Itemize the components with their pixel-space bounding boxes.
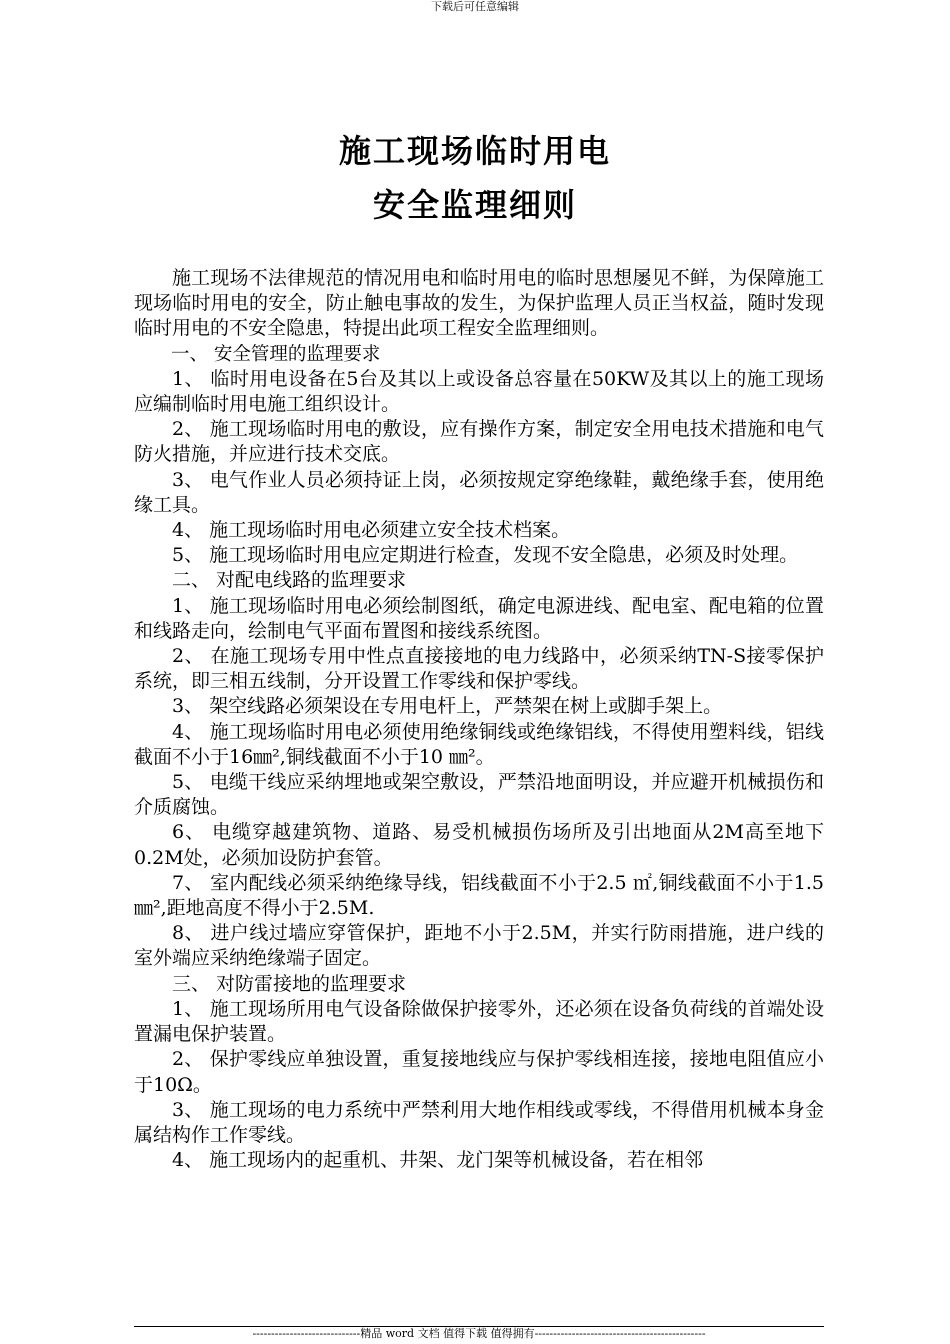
section-heading-2: 二、 对配电线路的监理要求	[172, 569, 407, 592]
intro-paragraph: 施工现场不法律规范的情况用电和临时用电的临时思想屡见不鲜，为保障施工现场临时用电的安全，防止触电事故的发生，为保护监理人员正当权益，随时发现临时用电的不安全隐患，特提出此项工程安全监理细则。	[134, 267, 824, 340]
list-item: 4、 施工现场临时用电必须建立安全技术档案。	[172, 519, 571, 542]
list-item: 5、 电缆干线应采纳埋地或架空敷设，严禁沿地面明设，并应避开机械损伤和介质腐蚀。	[134, 771, 824, 819]
list-item: 2、 施工现场临时用电的敷设，应有操作方案，制定安全用电技术措施和电气防火措施，并应进行技术交底。	[134, 418, 824, 466]
list-item: 1、 施工现场临时用电必须绘制图纸，确定电源进线、配电室、配电箱的位置和线路走向，绘制电气平面布置图和接线系统图。	[134, 594, 824, 642]
page-header: 下载后可任意编辑	[431, 0, 519, 13]
list-item: 3、 施工现场的电力系统中严禁利用大地作相线或零线，不得借用机械本身金属结构作工作零线。	[134, 1098, 824, 1146]
list-item: 3、 架空线路必须架设在专用电杆上，严禁架在树上或脚手架上。	[172, 695, 723, 718]
footer-text: -----------------------------精品 word 文档 值得下载 值得拥有----------------------------------------------	[252, 1327, 706, 1340]
list-item: 2、 保护零线应单独设置，重复接地线应与保护零线相连接，接地电阻值应小于10Ω。	[134, 1048, 824, 1096]
list-item: 3、 电气作业人员必须持证上岗，必须按规定穿绝缘鞋，戴绝缘手套，使用绝缘工具。	[134, 468, 824, 516]
page-footer	[134, 1326, 824, 1344]
document-title	[0, 124, 950, 232]
list-item: 2、 在施工现场专用中性点直接接地的电力线路中，必须采纳TN-S接零保护系统，即三相五线制，分开设置工作零线和保护零线。	[134, 645, 824, 693]
list-item: 5、 施工现场临时用电应定期进行检查，发现不安全隐患，必须及时处理。	[172, 544, 799, 567]
title-line-1: 施工现场临时用电	[338, 132, 611, 170]
section-heading-3: 三、 对防雷接地的监理要求	[172, 972, 407, 995]
list-item: 7、 室内配线必须采纳绝缘导线，铝线截面不小于2.5 ㎡,铜线截面不小于1.5 ㎜²,距地高度不得小于2.5M.	[134, 871, 824, 920]
list-item: 1、 临时用电设备在5台及其以上或设备总容量在50KW及其以上的施工现场应编制临时用电施工组织设计。	[134, 367, 824, 416]
section-heading-1: 一、 安全管理的监理要求	[171, 343, 381, 365]
title-line-2: 安全监理细则	[372, 186, 577, 224]
list-item: 6、 电缆穿越建筑物、道路、易受机械损伤场所及引出地面从2M高至地下0.2M处，必须加设防护套管。	[134, 821, 824, 869]
document-body	[134, 266, 824, 1173]
list-item: 4、 施工现场临时用电必须使用绝缘铜线或绝缘铝线，不得使用塑料线，铝线截面不小于16㎜²,铜线截面不小于10 ㎜²。	[134, 720, 824, 768]
list-item: 8、 进户线过墙应穿管保护，距地不小于2.5M，并实行防雨措施，进户线的室外端应采纳绝缘端子固定。	[134, 922, 824, 970]
list-item: 4、 施工现场内的起重机、井架、龙门架等机械设备，若在相邻	[172, 1149, 704, 1172]
list-item: 1、 施工现场所用电气设备除做保护接零外，还必须在设备负荷线的首端处设置漏电保护装置。	[134, 997, 824, 1046]
